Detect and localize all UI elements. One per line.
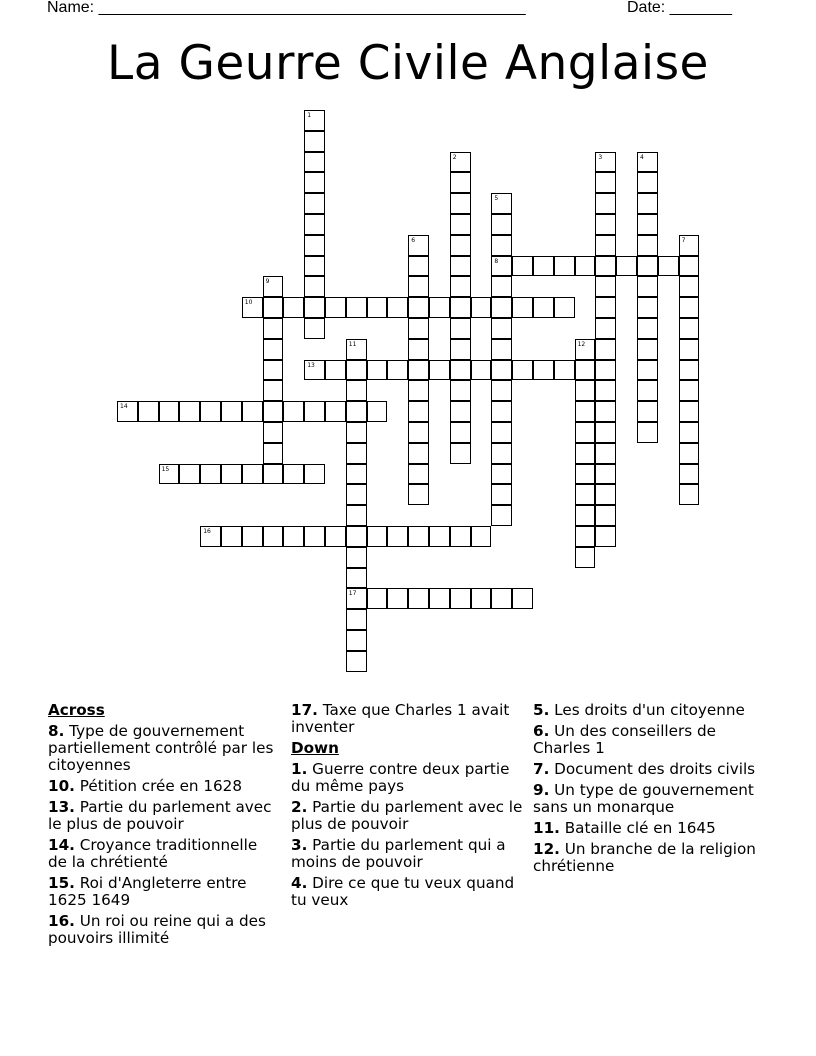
- clue-number: 1: [307, 112, 312, 119]
- clue-number: 3: [598, 153, 603, 161]
- grid-cell[interactable]: [346, 505, 367, 526]
- grid-cell[interactable]: [595, 339, 616, 360]
- grid-cell[interactable]: [491, 401, 512, 422]
- grid-cell[interactable]: [325, 401, 346, 422]
- clue-number: 16: [203, 528, 211, 535]
- grid-cell[interactable]: [221, 464, 242, 485]
- clue-item-number: 10.: [48, 777, 75, 795]
- clue-item-number: 13.: [48, 798, 75, 816]
- grid-cell[interactable]: [595, 214, 616, 235]
- grid-cell[interactable]: [679, 422, 700, 443]
- grid-cell[interactable]: [325, 526, 346, 547]
- grid-cell[interactable]: [408, 339, 429, 360]
- grid-cell[interactable]: [263, 401, 284, 422]
- grid-cell[interactable]: [575, 547, 596, 568]
- grid-cell[interactable]: [263, 464, 284, 485]
- grid-cell[interactable]: [304, 276, 325, 297]
- grid-cell[interactable]: [491, 297, 512, 318]
- clue-item-number: 5.: [533, 701, 550, 719]
- grid-cell[interactable]: [679, 235, 700, 256]
- clue-number: 6: [411, 236, 416, 244]
- grid-cell[interactable]: [637, 297, 658, 318]
- grid-cell[interactable]: [242, 401, 263, 422]
- grid-cell[interactable]: [575, 526, 596, 547]
- grid-cell[interactable]: [450, 193, 471, 214]
- grid-cell[interactable]: [679, 401, 700, 422]
- across-header: Across: [48, 701, 105, 719]
- grid-cell[interactable]: [471, 526, 492, 547]
- grid-cell[interactable]: [471, 297, 492, 318]
- name-field[interactable]: Name: ________________________________________________: [47, 0, 526, 16]
- clues-column-3: [533, 702, 773, 879]
- clue-number: 14: [120, 403, 128, 411]
- grid-cell[interactable]: [283, 464, 304, 485]
- grid-cell[interactable]: [637, 193, 658, 214]
- grid-cell[interactable]: [159, 401, 180, 422]
- grid-cell[interactable]: [304, 360, 325, 381]
- grid-cell[interactable]: [387, 297, 408, 318]
- grid-cell[interactable]: [346, 568, 367, 589]
- clue-item: 13. Partie du parlement avec le plus de pouvoir: [48, 798, 272, 833]
- clue-item-number: 6.: [533, 722, 550, 740]
- grid-cell[interactable]: [471, 588, 492, 609]
- grid-cell[interactable]: [450, 422, 471, 443]
- clue-item-number: 15.: [48, 874, 75, 892]
- grid-cell[interactable]: [450, 360, 471, 381]
- grid-cell[interactable]: [408, 422, 429, 443]
- grid-cell[interactable]: [429, 360, 450, 381]
- grid-cell[interactable]: [408, 276, 429, 297]
- grid-cell[interactable]: [491, 339, 512, 360]
- grid-cell[interactable]: [346, 464, 367, 485]
- clue-number: 4: [640, 153, 644, 161]
- grid-cell[interactable]: [304, 110, 325, 131]
- grid-cell[interactable]: [575, 256, 596, 277]
- grid-cell[interactable]: [304, 256, 325, 277]
- grid-cell[interactable]: [679, 464, 700, 485]
- grid-cell[interactable]: [450, 526, 471, 547]
- grid-cell[interactable]: [346, 651, 367, 672]
- grid-cell[interactable]: [408, 443, 429, 464]
- clue-number: 11: [348, 340, 357, 348]
- grid-cell[interactable]: [221, 401, 242, 422]
- grid-cell[interactable]: [200, 401, 221, 422]
- grid-cell[interactable]: [346, 360, 367, 381]
- grid-cell[interactable]: [346, 609, 367, 630]
- grid-cell[interactable]: [429, 588, 450, 609]
- date-field[interactable]: Date: _______: [627, 0, 732, 16]
- grid-cell[interactable]: [367, 588, 388, 609]
- grid-cell[interactable]: [595, 401, 616, 422]
- grid-cell[interactable]: [575, 360, 596, 381]
- grid-cell[interactable]: [637, 401, 658, 422]
- grid-cell[interactable]: [491, 588, 512, 609]
- grid-cell[interactable]: [304, 526, 325, 547]
- grid-cell[interactable]: [575, 484, 596, 505]
- grid-cell[interactable]: [200, 526, 221, 547]
- grid-cell[interactable]: [367, 297, 388, 318]
- grid-cell[interactable]: [304, 193, 325, 214]
- grid-cell[interactable]: [387, 526, 408, 547]
- grid-cell[interactable]: [491, 318, 512, 339]
- grid-cell[interactable]: [242, 297, 263, 318]
- clue-number: 8: [494, 257, 499, 265]
- grid-cell[interactable]: [408, 297, 429, 318]
- grid-cell[interactable]: [450, 588, 471, 609]
- grid-cell[interactable]: [491, 256, 512, 277]
- grid-cell[interactable]: [491, 360, 512, 381]
- grid-cell[interactable]: [346, 380, 367, 401]
- grid-cell[interactable]: [346, 339, 367, 360]
- grid-cell[interactable]: [491, 380, 512, 401]
- clue-item: 10. Pétition crée en 1628: [48, 777, 243, 795]
- grid-cell[interactable]: [595, 193, 616, 214]
- grid-cell[interactable]: [679, 443, 700, 464]
- grid-cell[interactable]: [408, 526, 429, 547]
- grid-cell[interactable]: [491, 193, 512, 214]
- grid-cell[interactable]: [263, 380, 284, 401]
- grid-cell[interactable]: [408, 360, 429, 381]
- clue-item-number: 3.: [291, 836, 308, 854]
- clue-item-number: 4.: [291, 874, 308, 892]
- grid-cell[interactable]: [346, 588, 367, 609]
- clue-item-number: 14.: [48, 836, 75, 854]
- grid-cell[interactable]: [408, 484, 429, 505]
- grid-cell[interactable]: [533, 256, 554, 277]
- grid-cell[interactable]: [450, 152, 471, 173]
- clue-number: 5: [494, 195, 499, 203]
- grid-cell[interactable]: [304, 152, 325, 173]
- grid-cell[interactable]: [637, 318, 658, 339]
- clue-item: 1. Guerre contre deux partie du même pays: [291, 760, 510, 795]
- grid-cell[interactable]: [367, 401, 388, 422]
- clue-item: 14. Croyance traditionnelle de la chrétienté: [48, 836, 258, 871]
- grid-cell[interactable]: [595, 152, 616, 173]
- grid-cell[interactable]: [200, 464, 221, 485]
- grid-cell[interactable]: [221, 526, 242, 547]
- grid-cell[interactable]: [595, 318, 616, 339]
- grid-cell[interactable]: [512, 588, 533, 609]
- grid-cell[interactable]: [387, 588, 408, 609]
- grid-cell[interactable]: [575, 422, 596, 443]
- grid-cell[interactable]: [595, 464, 616, 485]
- grid-cell[interactable]: [367, 526, 388, 547]
- grid-cell[interactable]: [263, 339, 284, 360]
- grid-cell[interactable]: [408, 380, 429, 401]
- grid-cell[interactable]: [346, 297, 367, 318]
- grid-cell[interactable]: [179, 464, 200, 485]
- grid-cell[interactable]: [637, 422, 658, 443]
- grid-cell[interactable]: [263, 318, 284, 339]
- grid-cell[interactable]: [679, 297, 700, 318]
- clue-item: 3. Partie du parlement qui a moins de pouvoir: [291, 836, 506, 871]
- grid-cell[interactable]: [283, 401, 304, 422]
- grid-cell[interactable]: [304, 318, 325, 339]
- down-clue-list: [291, 761, 523, 909]
- grid-cell[interactable]: [491, 214, 512, 235]
- clue-item-number: 16.: [48, 912, 75, 930]
- grid-cell[interactable]: [387, 360, 408, 381]
- grid-cell[interactable]: [346, 401, 367, 422]
- grid-cell[interactable]: [263, 276, 284, 297]
- grid-cell[interactable]: [658, 256, 679, 277]
- grid-cell[interactable]: [263, 360, 284, 381]
- grid-cell[interactable]: [575, 380, 596, 401]
- grid-cell[interactable]: [304, 131, 325, 152]
- grid-cell[interactable]: [491, 484, 512, 505]
- clue-item-number: 2.: [291, 798, 308, 816]
- grid-cell[interactable]: [450, 256, 471, 277]
- grid-cell[interactable]: [679, 318, 700, 339]
- grid-cell[interactable]: [408, 256, 429, 277]
- grid-cell[interactable]: [637, 276, 658, 297]
- grid-cell[interactable]: [346, 547, 367, 568]
- grid-cell[interactable]: [679, 380, 700, 401]
- page-title: La Geurre Civile Anglaise: [107, 36, 709, 91]
- clue-item: 7. Document des droits civils: [533, 760, 756, 778]
- grid-cell[interactable]: [512, 360, 533, 381]
- grid-cell[interactable]: [491, 443, 512, 464]
- grid-cell[interactable]: [450, 214, 471, 235]
- grid-cell[interactable]: [367, 360, 388, 381]
- clue-number: 9: [265, 278, 270, 286]
- clue-item: 15. Roi d'Angleterre entre 1625 1649: [48, 874, 247, 909]
- clue-item: 11. Bataille clé en 1645: [533, 819, 716, 837]
- grid-cell[interactable]: [346, 526, 367, 547]
- down-header: Down: [291, 739, 339, 757]
- grid-cell[interactable]: [263, 422, 284, 443]
- grid-cell[interactable]: [429, 526, 450, 547]
- grid-cell[interactable]: [595, 360, 616, 381]
- clue-item-number: 12.: [533, 840, 560, 858]
- grid-cell[interactable]: [450, 235, 471, 256]
- grid-cell[interactable]: [637, 339, 658, 360]
- clue-number: 12: [577, 340, 586, 348]
- grid-cell[interactable]: [616, 256, 637, 277]
- clue-item-number: 9.: [533, 781, 550, 799]
- clue-item-number: 1.: [291, 760, 308, 778]
- grid-cell[interactable]: [512, 256, 533, 277]
- grid-cell[interactable]: [346, 484, 367, 505]
- grid-cell[interactable]: [595, 443, 616, 464]
- grid-cell[interactable]: [408, 318, 429, 339]
- grid-cell[interactable]: [491, 422, 512, 443]
- down-clue-list-continued: [533, 702, 773, 875]
- clue-item-number: 17.: [291, 701, 318, 719]
- clue-number: 7: [681, 236, 686, 244]
- grid-cell[interactable]: [263, 297, 284, 318]
- grid-cell[interactable]: [325, 360, 346, 381]
- grid-cell[interactable]: [263, 526, 284, 547]
- grid-cell[interactable]: [450, 318, 471, 339]
- grid-cell[interactable]: [429, 297, 450, 318]
- clue-number: 2: [452, 153, 457, 161]
- grid-cell[interactable]: [637, 172, 658, 193]
- grid-cell[interactable]: [408, 464, 429, 485]
- grid-cell[interactable]: [450, 443, 471, 464]
- grid-cell[interactable]: [595, 422, 616, 443]
- grid-cell[interactable]: [679, 484, 700, 505]
- clue-item-number: 8.: [48, 722, 65, 740]
- clues-column-2: [291, 702, 523, 913]
- grid-cell[interactable]: [491, 235, 512, 256]
- grid-cell[interactable]: [595, 380, 616, 401]
- grid-cell[interactable]: [554, 297, 575, 318]
- grid-cell[interactable]: [242, 526, 263, 547]
- grid-cell[interactable]: [595, 256, 616, 277]
- grid-cell[interactable]: [679, 276, 700, 297]
- grid-cell[interactable]: [263, 443, 284, 464]
- grid-cell[interactable]: [138, 401, 159, 422]
- clue-item: 5. Les droits d'un citoyenne: [533, 701, 745, 719]
- grid-cell[interactable]: [471, 360, 492, 381]
- grid-cell[interactable]: [346, 630, 367, 651]
- clue-item: 17. Taxe que Charles 1 avait inventer: [291, 701, 510, 736]
- grid-cell[interactable]: [408, 235, 429, 256]
- grid-cell[interactable]: [575, 401, 596, 422]
- grid-cell[interactable]: [346, 422, 367, 443]
- clue-item: 2. Partie du parlement avec le plus de pouvoir: [291, 798, 523, 833]
- grid-cell[interactable]: [637, 214, 658, 235]
- grid-cell[interactable]: [283, 297, 304, 318]
- grid-cell[interactable]: [554, 360, 575, 381]
- grid-cell[interactable]: [679, 256, 700, 277]
- grid-cell[interactable]: [304, 297, 325, 318]
- grid-cell[interactable]: [491, 505, 512, 526]
- grid-cell[interactable]: [179, 401, 200, 422]
- grid-cell[interactable]: [304, 464, 325, 485]
- grid-cell[interactable]: [450, 380, 471, 401]
- grid-cell[interactable]: [595, 276, 616, 297]
- grid-cell[interactable]: [450, 401, 471, 422]
- grid-cell[interactable]: [325, 297, 346, 318]
- grid-cell[interactable]: [637, 256, 658, 277]
- grid-cell[interactable]: [304, 235, 325, 256]
- grid-cell[interactable]: [637, 235, 658, 256]
- grid-cell[interactable]: [595, 172, 616, 193]
- grid-cell[interactable]: [679, 339, 700, 360]
- grid-cell[interactable]: [242, 464, 263, 485]
- grid-cell[interactable]: [533, 360, 554, 381]
- grid-cell[interactable]: [679, 360, 700, 381]
- grid-cell[interactable]: [304, 172, 325, 193]
- clue-number: 17: [348, 590, 357, 598]
- clue-item: 6. Un des conseillers de Charles 1: [533, 722, 716, 757]
- grid-cell[interactable]: [554, 256, 575, 277]
- grid-cell[interactable]: [491, 276, 512, 297]
- grid-cell[interactable]: [533, 297, 554, 318]
- grid-cell[interactable]: [575, 339, 596, 360]
- grid-cell[interactable]: [304, 214, 325, 235]
- grid-cell[interactable]: [450, 339, 471, 360]
- grid-cell[interactable]: [595, 505, 616, 526]
- across-clue-list: [48, 723, 280, 947]
- grid-cell[interactable]: [408, 588, 429, 609]
- grid-cell[interactable]: [304, 401, 325, 422]
- clue-number: 15: [161, 465, 170, 473]
- grid-cell[interactable]: [575, 464, 596, 485]
- clue-item: 9. Un type de gouvernement sans un monarque: [533, 781, 754, 816]
- clue-item-number: 11.: [533, 819, 560, 837]
- clue-item: 16. Un roi ou reine qui a des pouvoirs illimité: [48, 912, 266, 947]
- grid-cell[interactable]: [159, 464, 180, 485]
- across-clue-list-continued: [291, 702, 523, 736]
- grid-cell[interactable]: [491, 464, 512, 485]
- clue-number: 13: [307, 361, 315, 369]
- grid-cell[interactable]: [637, 152, 658, 173]
- grid-cell[interactable]: [450, 276, 471, 297]
- grid-cell[interactable]: [595, 297, 616, 318]
- grid-cell[interactable]: [637, 360, 658, 381]
- grid-cell[interactable]: [595, 235, 616, 256]
- grid-cell[interactable]: [575, 505, 596, 526]
- clue-number: 10: [244, 299, 253, 307]
- grid-cell[interactable]: [595, 484, 616, 505]
- grid-cell[interactable]: [117, 401, 138, 422]
- clue-item: 12. Un branche de la religion chrétienne: [533, 840, 756, 875]
- grid-cell[interactable]: [408, 401, 429, 422]
- grid-cell[interactable]: [450, 297, 471, 318]
- grid-cell[interactable]: [450, 172, 471, 193]
- clue-item: 8. Type de gouvernement partiellement contrôlé par les citoyennes: [48, 722, 274, 774]
- grid-cell[interactable]: [575, 443, 596, 464]
- clue-item: 4. Dire ce que tu veux quand tu veux: [291, 874, 515, 909]
- grid-cell[interactable]: [512, 297, 533, 318]
- clues-column-1: [48, 702, 280, 951]
- grid-cell[interactable]: [283, 526, 304, 547]
- grid-cell[interactable]: [595, 526, 616, 547]
- clue-item-number: 7.: [533, 760, 550, 778]
- grid-cell[interactable]: [637, 380, 658, 401]
- grid-cell[interactable]: [346, 443, 367, 464]
